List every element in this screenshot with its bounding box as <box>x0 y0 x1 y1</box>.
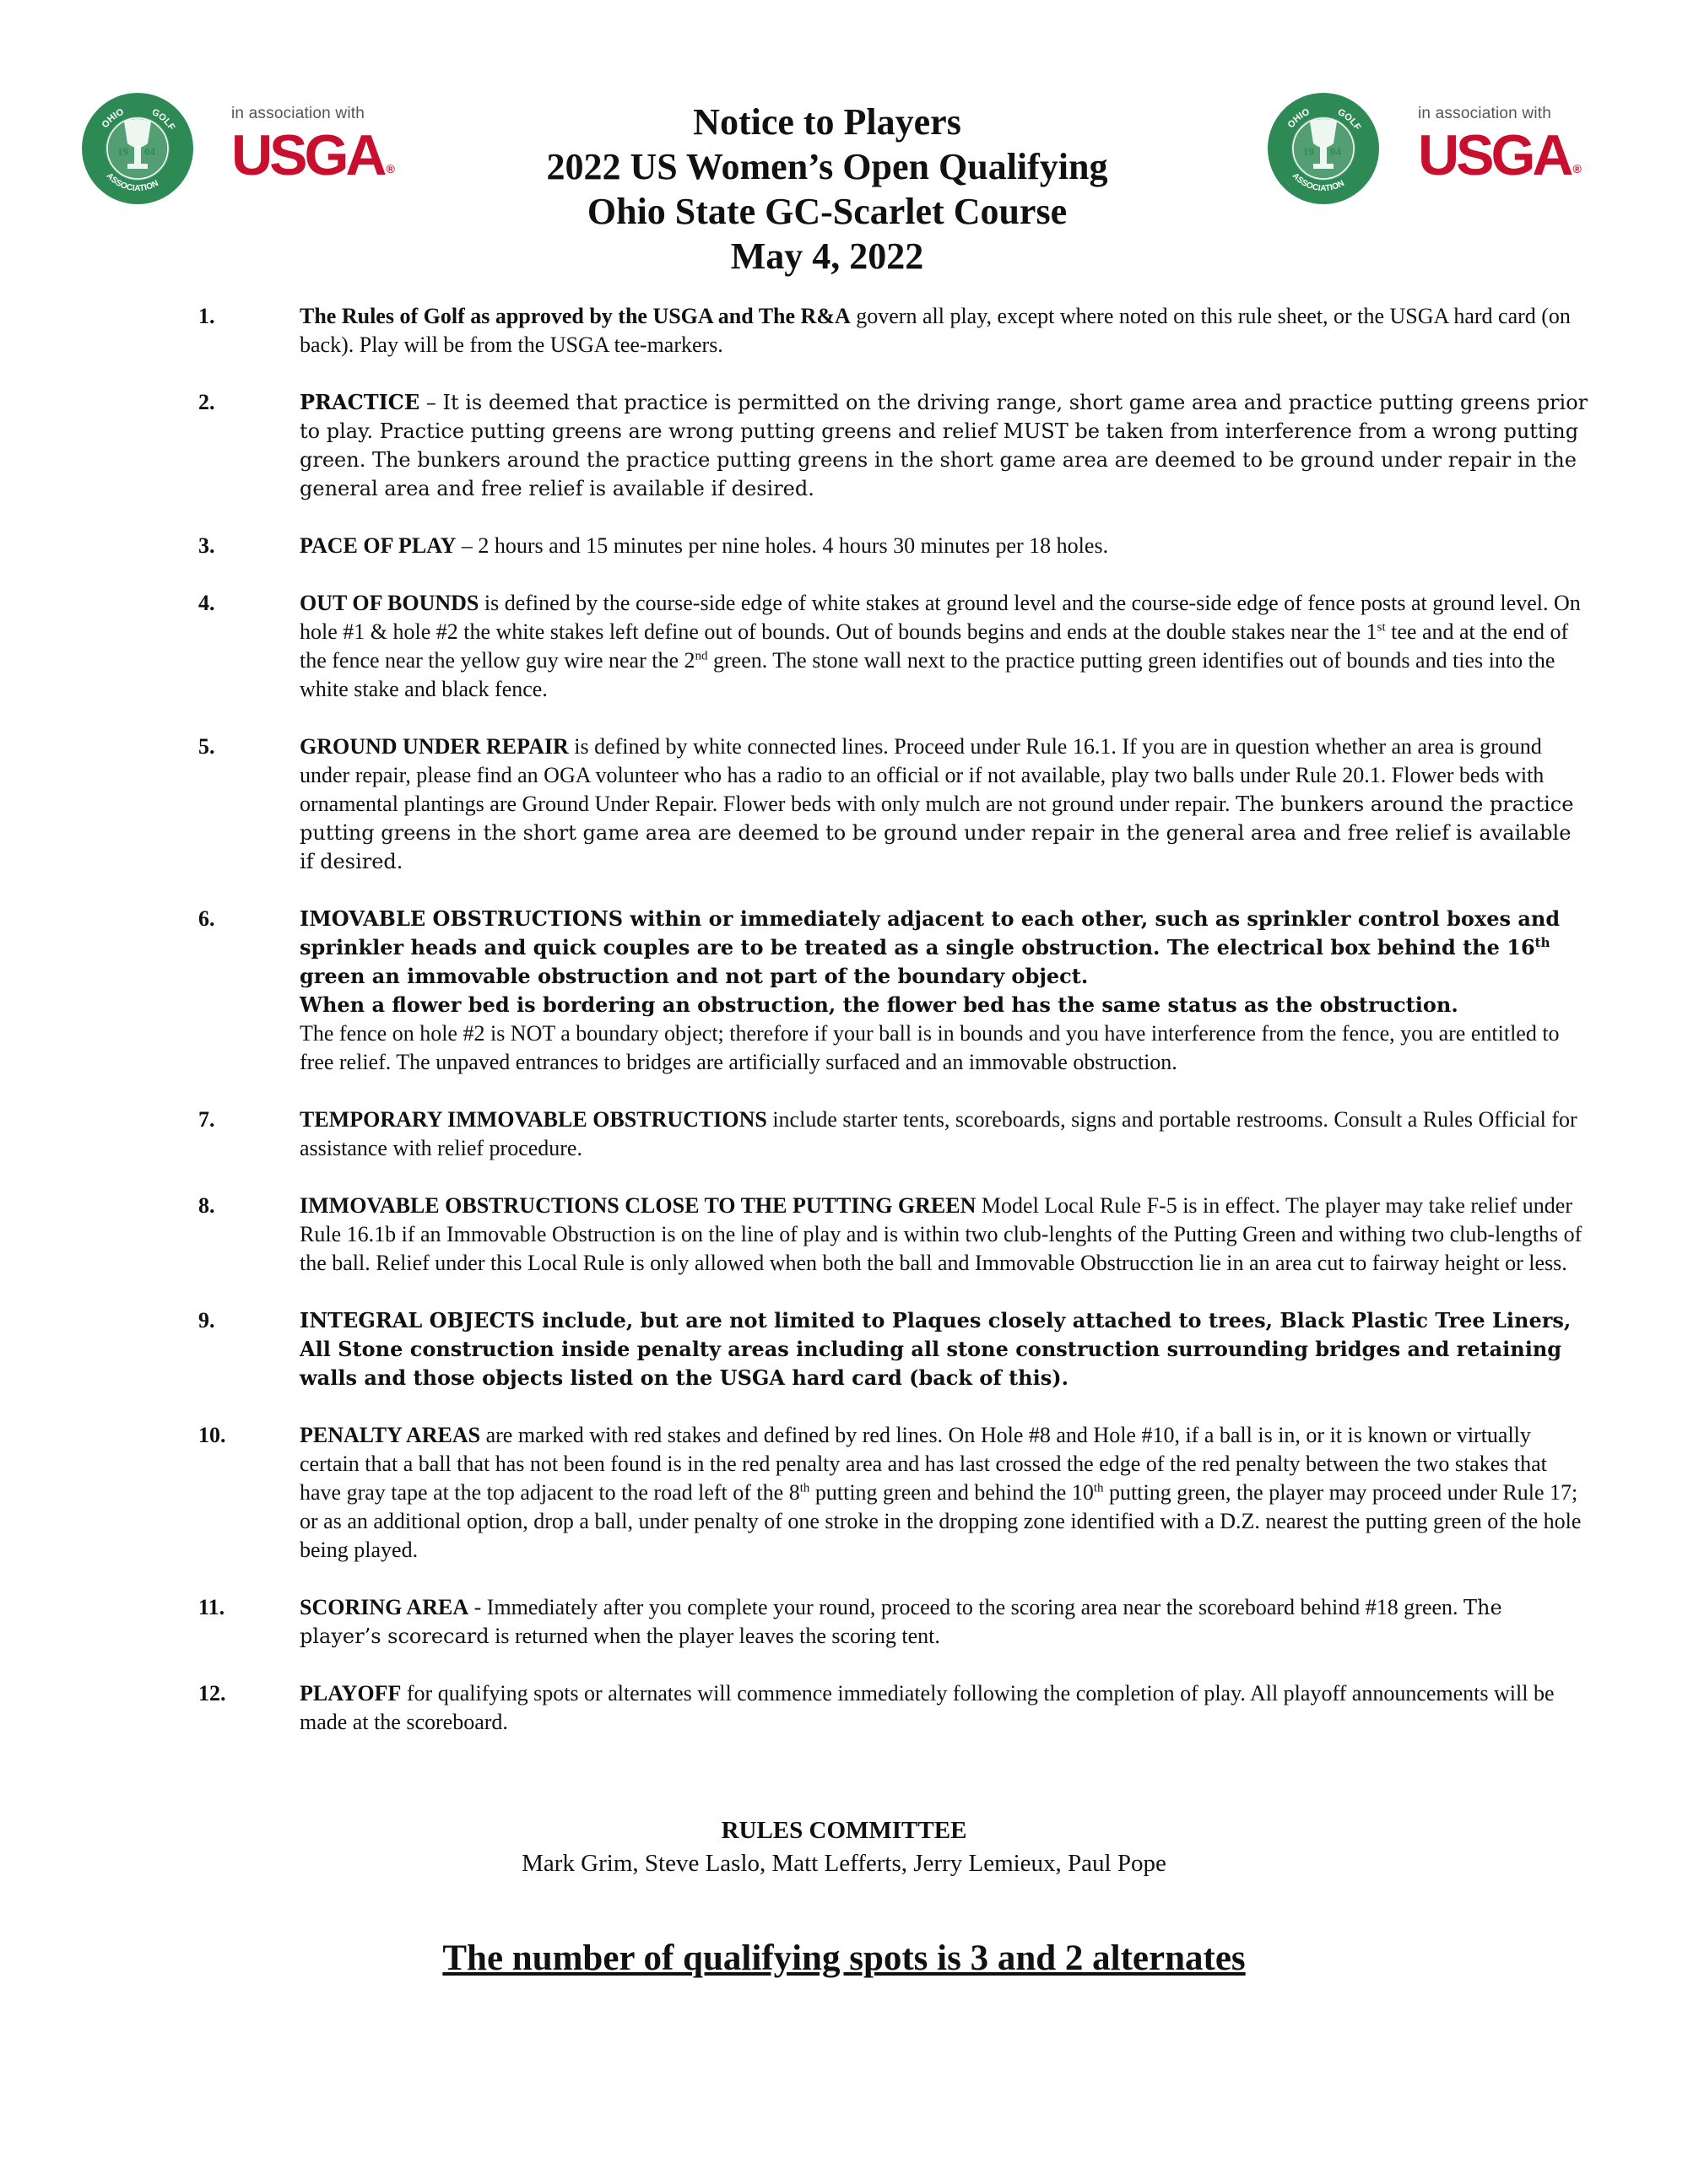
rule-item-3 <box>198 532 1589 560</box>
rule-heading: PRACTICE <box>300 390 420 414</box>
rule-text: include starter tents, scoreboards, signs and portable restrooms. Consult a Rules Official for assistance with relief procedure. <box>300 1107 1577 1160</box>
rule-number: 11. <box>198 1595 225 1619</box>
rule-number: 12. <box>198 1681 226 1706</box>
rule-text: putting green and behind the 10 <box>809 1480 1094 1505</box>
ordinal-suffix: nd <box>695 649 708 663</box>
usga-association-block-right <box>1418 105 1587 187</box>
rule-item-8 <box>198 1192 1589 1278</box>
rule-text: include, but are not limited to Plaques closely attached to trees, Black Plastic Tree Liners, All Stone construction inside penalty areas including all stone construction surrounding bridges and retaining walls and those objects listed on the USGA hard card (back of this). <box>300 1308 1572 1390</box>
rule-text: – 2 hours and 15 minutes per nine holes. 4 hours 30 minutes per 18 holes. <box>456 533 1109 558</box>
rule-text: When a flower bed is bordering an obstruction, the flower bed has the same status as the obstruction. <box>300 992 1458 1017</box>
committee-names: Mark Grim, Steve Laslo, Matt Lefferts, Jerry Lemieux, Paul Pope <box>522 1850 1166 1877</box>
rule-text: The bunkers around the practice putting greens in the short game area are deemed to be ground under repair in the general area and free relief is available if desired. <box>300 792 1574 873</box>
svg-text:ASSOCIATION: ASSOCIATION <box>104 171 160 194</box>
usga-logo: USGA ® <box>231 123 395 187</box>
ordinal-suffix: th <box>799 1481 810 1495</box>
rule-number: 9. <box>198 1308 215 1333</box>
rule-number: 3. <box>198 533 215 558</box>
rule-item-6 <box>198 905 1589 1077</box>
title-line-3: Ohio State GC-Scarlet Course <box>587 191 1068 232</box>
rule-text: Model Local Rule F-5 is in effect. The player may take relief under Rule 16.1b if an Immovable Obstruction is on the line of play and is within two club-lenghts of the Putting Green and withing two club-lengths of the ball. Relief under this Local Rule is only allowed when both the ball and Immovable Obstrucction lie in an area cut to fairway height or less. <box>300 1193 1582 1275</box>
rules-committee <box>0 1814 1688 1880</box>
rule-item-5 <box>198 733 1589 876</box>
rule-heading: PENALTY AREAS <box>300 1423 481 1447</box>
rule-heading: IMMOVABLE OBSTRUCTIONS CLOSE TO THE PUTTING GREEN <box>300 1193 977 1218</box>
ohio-golf-association-seal-icon <box>80 91 195 206</box>
committee-title: RULES COMMITTEE <box>721 1817 967 1844</box>
svg-text:19: 19 <box>1303 145 1314 158</box>
rule-text: tee and at the end of the fence near the yellow guy wire near the 2 <box>300 619 1569 673</box>
title-line-2: 2022 US Women’s Open Qualifying <box>546 146 1108 187</box>
svg-text:04: 04 <box>144 145 155 158</box>
rule-heading: The Rules of Golf as approved by the USGA and The R&A <box>300 304 851 328</box>
rule-item-2 <box>198 388 1589 503</box>
rules-list <box>0 302 1688 1765</box>
association-text: in association with <box>1418 105 1551 122</box>
rule-number: 4. <box>198 591 215 615</box>
rule-item-12 <box>198 1679 1589 1737</box>
rule-number: 10. <box>198 1423 226 1447</box>
svg-text:04: 04 <box>1330 145 1341 158</box>
association-text: in association with <box>231 105 365 122</box>
rule-text: is defined by white connected lines. Proceed under Rule 16.1. If you are in question whether an area is ground under repair, please find an OGA volunteer who has a radio to an official or if not available, play two balls under Rule 20.1. Flower beds with ornamental plantings are Ground Under Repair. Flower beds with only mulch are not ground under repair. <box>300 734 1545 816</box>
ordinal-suffix: th <box>1534 935 1550 950</box>
ordinal-suffix: st <box>1377 620 1386 635</box>
rule-text: - Immediately after you complete your round, proceed to the scoring area near the scoreboard behind #18 green. <box>468 1595 1464 1619</box>
rule-text: – It is deemed that practice is permitted on the driving range, short game area and practice putting greens prior to play. Practice putting greens are wrong putting greens and relief MUST be taken from interference from a wrong putting green. The bunkers around the practice putting greens in the short game area are deemed to be ground under repair in the general area and free relief is available if desired. <box>300 391 1588 500</box>
svg-text:19: 19 <box>117 145 128 158</box>
rule-text: is returned when the player leaves the scoring tent. <box>489 1624 940 1648</box>
svg-text:OHIO: OHIO <box>1285 106 1312 131</box>
title-line-4: May 4, 2022 <box>730 235 924 277</box>
rule-heading: OUT OF BOUNDS <box>300 591 479 615</box>
svg-text:GOLF: GOLF <box>149 106 177 132</box>
rule-text: The fence on hole #2 is NOT a boundary object; therefore if your ball is in bounds and you have interference from the fence, you are entitled to free relief. The unpaved entrances to bridges are artificially surfaced and an immovable obstruction. <box>300 1021 1560 1074</box>
rule-text: putting green, the player may proceed under Rule 17; or as an additional option, drop a ball, under penalty of one stroke in the dropping zone identified with a D.Z. nearest the putting green of the hole being played. <box>300 1480 1582 1562</box>
rule-item-4 <box>198 589 1589 704</box>
page-title <box>422 100 1232 278</box>
rule-number: 1. <box>198 304 215 328</box>
rule-heading: GROUND UNDER REPAIR <box>300 734 569 759</box>
page-header <box>0 84 1688 287</box>
svg-text:ASSOCIATION: ASSOCIATION <box>1290 171 1346 194</box>
rule-number: 5. <box>198 734 215 759</box>
rule-text: green. The stone wall next to the practice putting green identifies out of bounds and ties into the white stake and black fence. <box>300 648 1555 701</box>
ohio-golf-association-seal-icon <box>1266 91 1381 206</box>
svg-text:OHIO: OHIO <box>100 106 126 131</box>
title-line-1: Notice to Players <box>693 101 961 143</box>
usga-association-block-left <box>231 105 400 187</box>
rule-heading: SCORING AREA <box>300 1595 469 1619</box>
rule-number: 7. <box>198 1107 215 1132</box>
rule-text: are marked with red stakes and defined by red lines. On Hole #8 and Hole #10, if a ball is in, or it is known or virtually certain that a ball that has not been found is in the red penalty area and has last crossed the edge of the red penalty between the two stakes that have gray tape at the top adjacent to the road left of the 8 <box>300 1423 1547 1505</box>
svg-text:GOLF: GOLF <box>1335 106 1363 132</box>
rule-number: 6. <box>198 906 215 931</box>
rule-text: for qualifying spots or alternates will commence immediately following the completion of play. All playoff announcements will be made at the scoreboard. <box>300 1681 1555 1734</box>
rule-item-1 <box>198 302 1589 359</box>
rule-heading: IMOVABLE OBSTRUCTIONS <box>300 906 624 931</box>
rule-heading: INTEGRAL OBJECTS <box>300 1308 535 1333</box>
rule-number: 8. <box>198 1193 215 1218</box>
rule-item-10 <box>198 1421 1589 1565</box>
qualifying-spots-notice: The number of qualifying spots is 3 and 2 alternates <box>442 1938 1246 1978</box>
rule-text: The player’s scorecard <box>300 1596 1502 1648</box>
rule-number: 2. <box>198 390 215 414</box>
rule-text: govern all play, except where noted on this rule sheet, or the USGA hard card (on back). Play will be from the USGA tee-markers. <box>300 304 1571 357</box>
rule-item-9 <box>198 1306 1589 1392</box>
rule-heading: PACE OF PLAY <box>300 533 457 558</box>
ordinal-suffix: th <box>1093 1481 1104 1495</box>
rule-text: green an immovable obstruction and not part of the boundary object. <box>300 964 1089 988</box>
rule-text: within or immediately adjacent to each other, such as sprinkler control boxes and sprinkler heads and quick couples are to be treated as a single obstruction. The electrical box behind the 16 <box>300 906 1561 960</box>
rule-heading: PLAYOFF <box>300 1681 402 1706</box>
usga-logo: USGA ® <box>1418 123 1582 187</box>
rule-item-11 <box>198 1593 1589 1651</box>
rule-text: is defined by the course-side edge of white stakes at ground level and the course-side edge of fence posts at ground level. On hole #1 & hole #2 the white stakes left define out of bounds. Out of bounds begins and ends at the double stakes near the 1 <box>300 591 1581 644</box>
rule-heading: TEMPORARY IMMOVABLE OBSTRUCTIONS <box>300 1107 767 1132</box>
rule-item-7 <box>198 1106 1589 1163</box>
